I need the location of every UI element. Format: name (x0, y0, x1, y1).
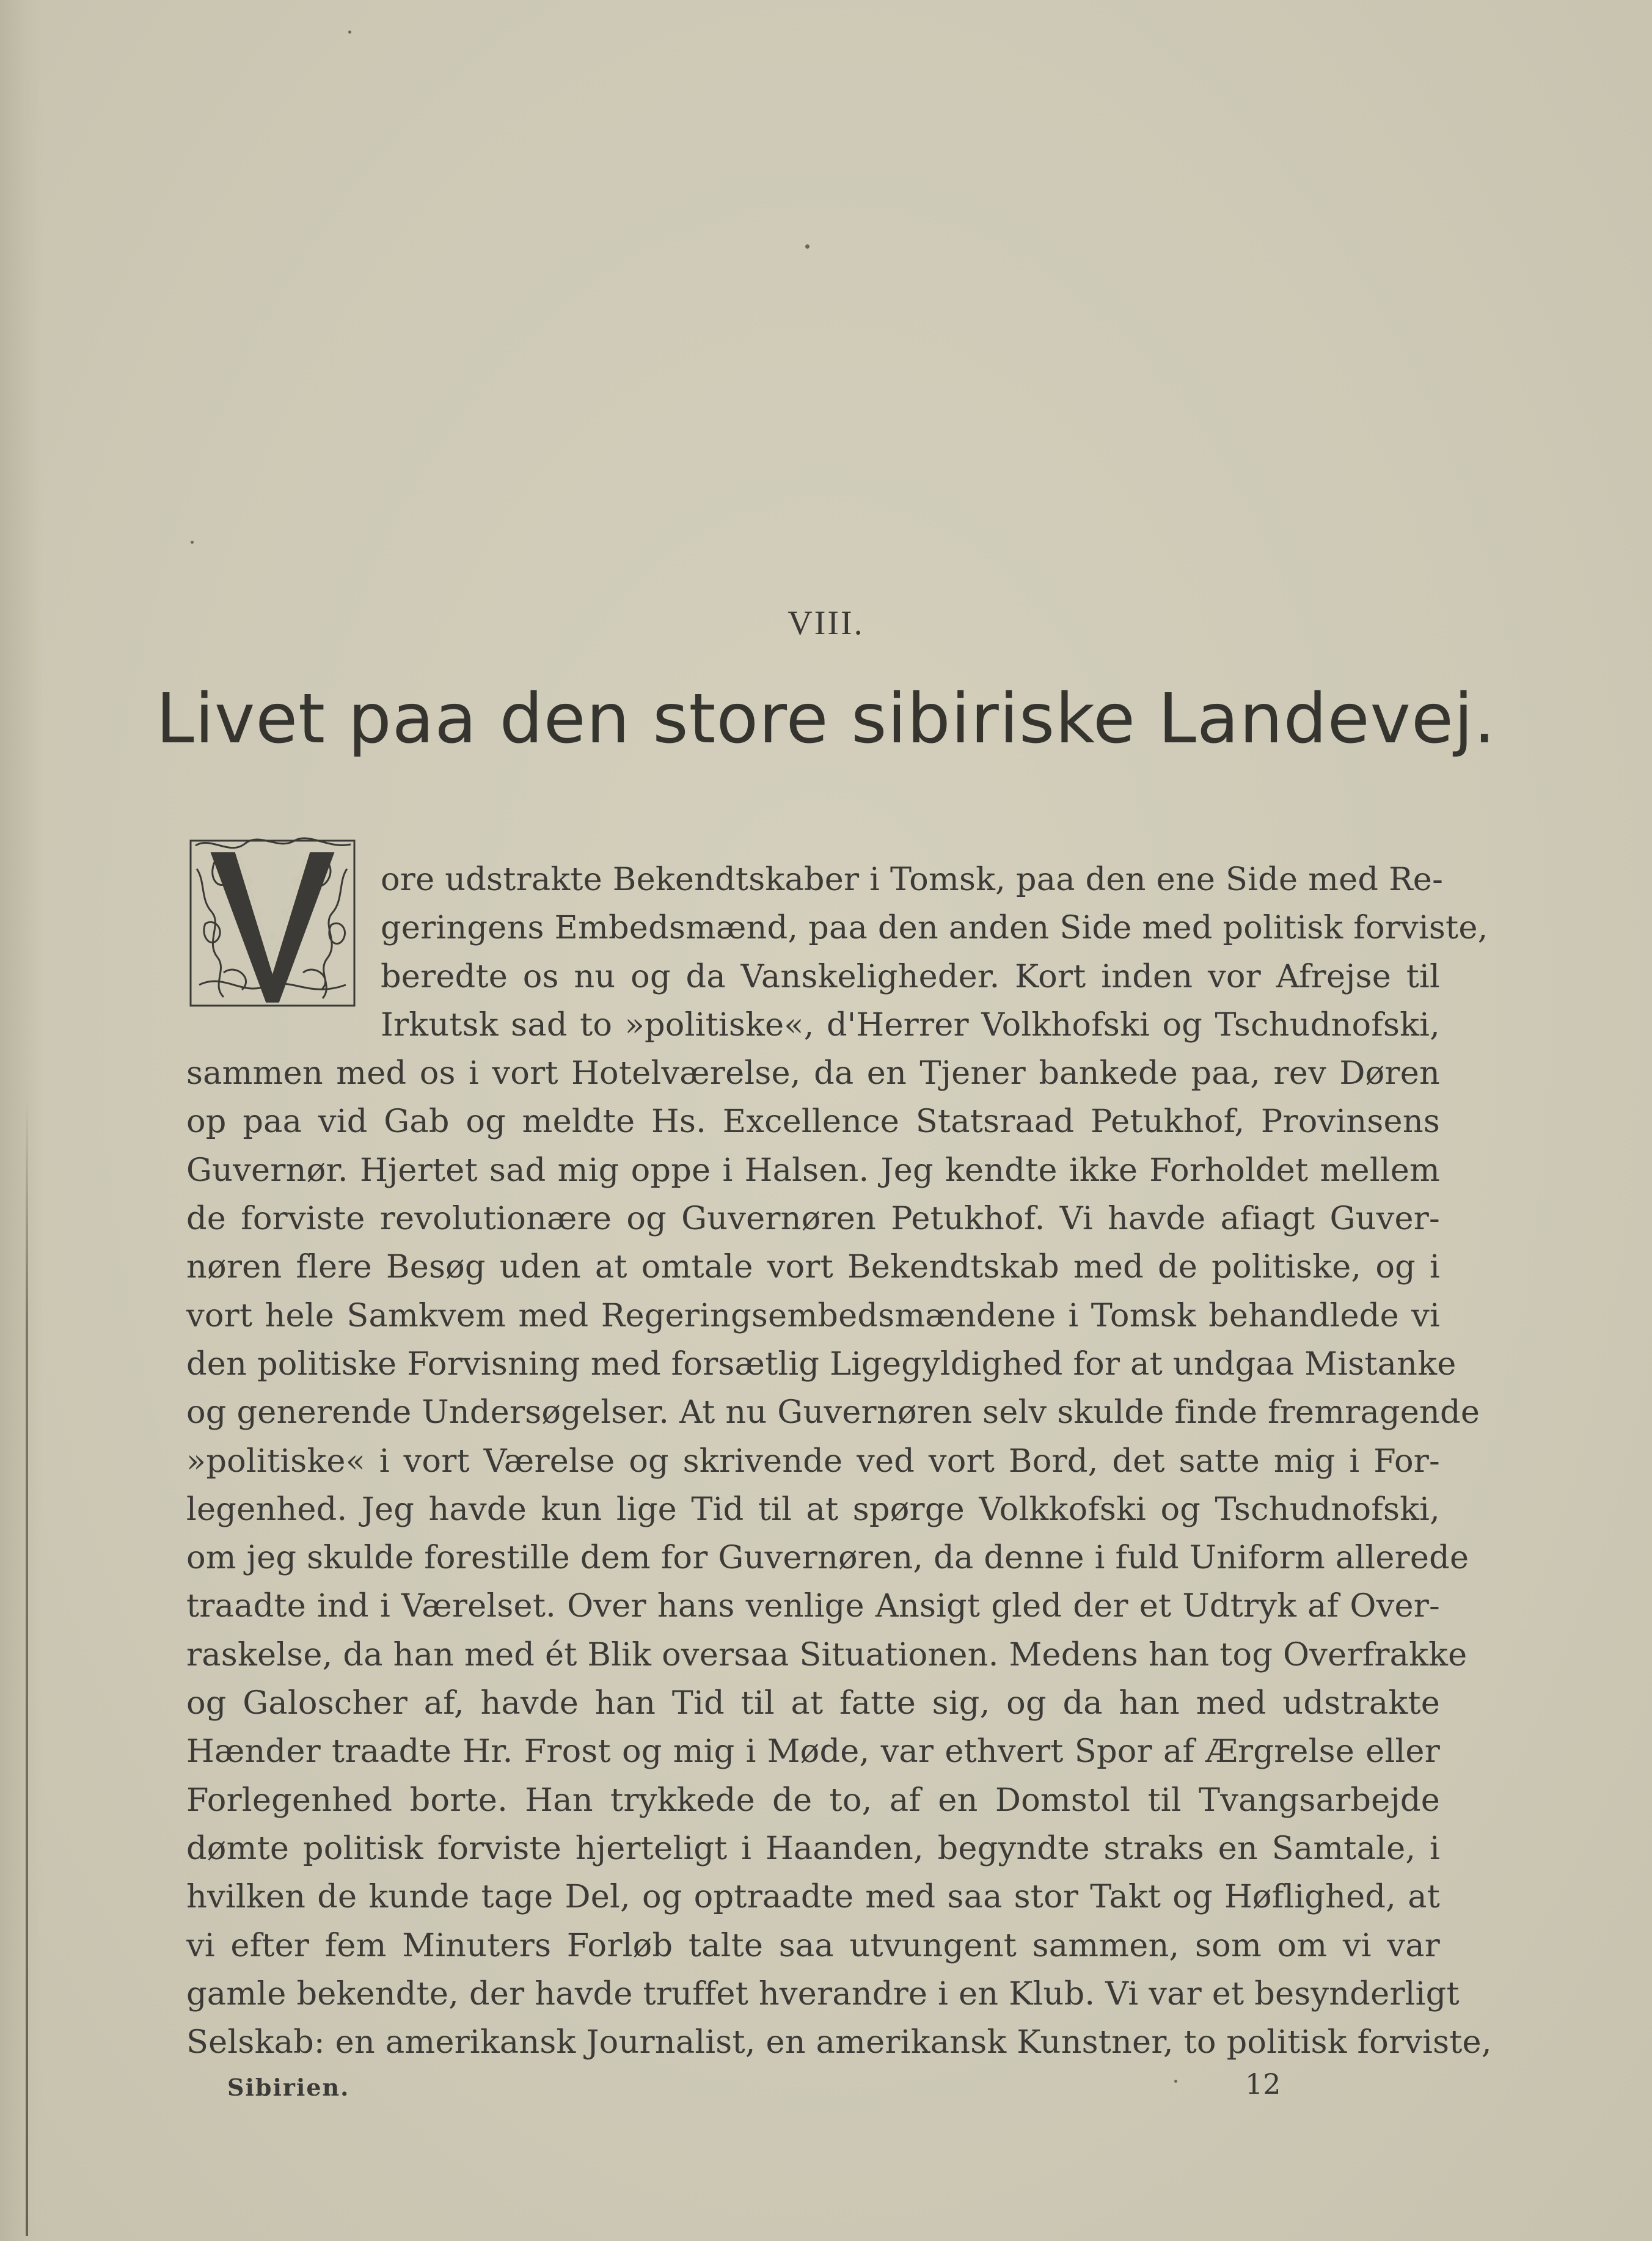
text-line: vort hele Samkvem med Regeringsembedsmændene i Tomsk behandlede vi (186, 1296, 1440, 1334)
text-line: beredte os nu og da Vanskeligheder. Kort inden vor Afrejse til (381, 957, 1440, 995)
page-number: 12 (1245, 2067, 1281, 2100)
paper-speck (348, 31, 351, 34)
text-line: og Galoscher af, havde han Tid til at fatte sig, og da han med udstrakte (186, 1684, 1440, 1722)
text-line: de forviste revolutionære og Guvernøren Petukhof. Vi havde afiagt Guver- (186, 1200, 1440, 1238)
text-line: og generende Undersøgelser. At nu Guvernøren selv skulde finde fremragende (186, 1394, 1480, 1431)
text-line: nøren flere Besøg uden at omtale vort Bekendtskab med de politiske, og i (186, 1248, 1440, 1286)
text-line: legenhed. Jeg havde kun lige Tid til at spørge Volkkofski og Tschudnofski, (186, 1490, 1440, 1528)
paper-speck (191, 541, 194, 544)
signature-mark: Sibirien. (227, 2074, 350, 2101)
text-line: om jeg skulde forestille dem for Guvernøren, da denne i fuld Uniform allerede (186, 1539, 1469, 1577)
text-line: Guvernør. Hjertet sad mig oppe i Halsen. Jeg kendte ikke Forholdet mellem (186, 1151, 1440, 1189)
text-line: Selskab: en amerikansk Journalist, en amerikansk Kunstner, to politisk forviste, (186, 2023, 1492, 2061)
text-line: Forlegenhed borte. Han trykkede de to, af en Domstol til Tvangsarbejde (186, 1781, 1440, 1819)
page-gutter-shadow (0, 0, 43, 2241)
text-line: dømte politisk forviste hjerteligt i Haanden, begyndte straks en Samtale, i (186, 1829, 1440, 1867)
text-line: den politiske Forvisning med forsætlig Ligegyldighed for at undgaa Mistanke (186, 1345, 1456, 1383)
text-line: geringens Embedsmænd, paa den anden Side med politisk forviste, (381, 909, 1488, 947)
text-line: Irkutsk sad to »politiske«, d'Herrer Volkhofski og Tschudnofski, (381, 1006, 1440, 1044)
text-line: sammen med os i vort Hotelværelse, da en Tjener bankede paa, rev Døren (186, 1055, 1440, 1092)
chapter-number: VIII. (788, 604, 864, 642)
text-line: gamle bekendte, der havde truffet hverandre i en Klub. Vi var et besynderligt (186, 1975, 1460, 2013)
paper-speck (805, 244, 810, 249)
text-line: »politiske« i vort Værelse og skrivende ved vort Bord, det satte mig i For- (186, 1442, 1440, 1480)
text-line: hvilken de kunde tage Del, og optraadte med saa stor Takt og Høflighed, at (186, 1878, 1440, 1916)
text-line: op paa vid Gab og meldte Hs. Excellence Statsraad Petukhof, Provinsens (186, 1103, 1440, 1141)
body-text (186, 855, 1492, 2066)
text-line: vi efter fem Minuters Forløb talte saa utvungent sammen, som om vi var (186, 1926, 1440, 1964)
text-line: Hænder traadte Hr. Frost og mig i Møde, var ethvert Spor af Ærgrelse eller (186, 1733, 1440, 1771)
text-line: traadte ind i Værelset. Over hans venlige Ansigt gled der et Udtryk af Over- (186, 1587, 1440, 1625)
text-line: ore udstrakte Bekendtskaber i Tomsk, paa den ene Side med Re- (381, 861, 1444, 898)
chapter-title: Livet paa den store sibiriske Landevej. (156, 679, 1496, 759)
paper-speck (1174, 2080, 1177, 2083)
binding-edge (26, 1100, 28, 2236)
text-line: raskelse, da han med ét Blik oversaa Situationen. Medens han tog Overfrakke (186, 1636, 1467, 1673)
